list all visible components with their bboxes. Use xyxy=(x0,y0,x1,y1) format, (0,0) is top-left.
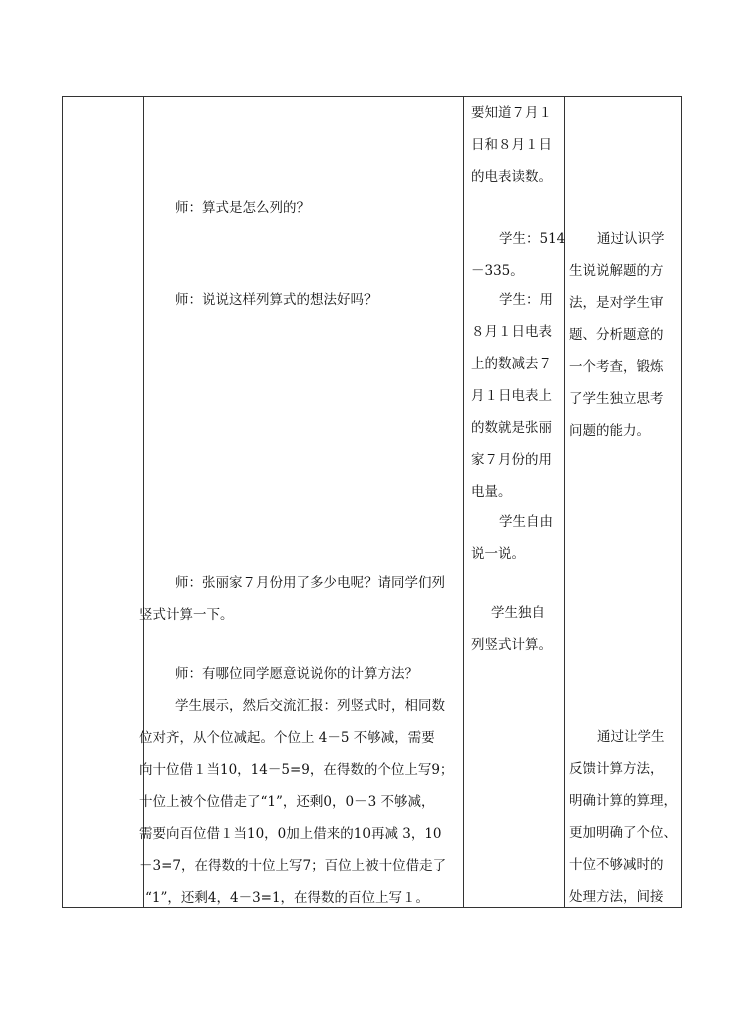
student-line: －335。 xyxy=(471,263,524,279)
student-line: 的电表读数。 xyxy=(471,169,552,185)
student-answer-formula xyxy=(471,223,565,287)
student-line: ８月１日电表 xyxy=(471,324,552,340)
student-line: 家７月份的用 xyxy=(471,452,552,468)
lesson-table xyxy=(62,96,682,908)
student-line: 说一说。 xyxy=(471,546,525,562)
teacher-question-2 xyxy=(139,284,378,316)
explanation-line: －3=7，在得数的十位上写7；百位上被十位借走了 xyxy=(139,858,447,874)
student-explanation xyxy=(139,690,453,914)
intent-line: 了学生独立思考 xyxy=(569,391,664,407)
intent-line: 更加明确了个位、 xyxy=(569,825,677,841)
student-line: 月１日电表上 xyxy=(471,388,552,404)
student-line: 学生自由 xyxy=(499,514,553,530)
intent-line: 通过让学生 xyxy=(597,729,665,745)
teacher-line: 师：张丽家７月份用了多少电呢？请同学们列 xyxy=(175,575,445,591)
explanation-line: “1”，还剩4，4－3=1，在得数的百位上写１。 xyxy=(145,890,430,906)
student-free-talk xyxy=(471,506,553,570)
student-line: 上的数减去７ xyxy=(471,356,552,372)
design-intent-2 xyxy=(569,721,677,913)
student-line: 学生独自 xyxy=(491,605,545,621)
teacher-question-1 xyxy=(139,192,310,224)
intent-line: 问题的能力。 xyxy=(569,423,650,439)
teacher-line: 师：算式是怎么列的？ xyxy=(175,200,310,216)
explanation-line: 十位上被个位借走了“1”，还剩0，0－3 不够减， xyxy=(139,794,435,810)
student-line: 的数就是张丽 xyxy=(471,420,552,436)
teacher-line: 师：说说这样列算式的想法好吗？ xyxy=(175,292,378,308)
intent-line: 十位不够减时的 xyxy=(569,857,664,873)
teacher-question-4 xyxy=(139,658,418,690)
student-vertical-calc xyxy=(471,597,552,661)
teacher-question-3 xyxy=(139,567,445,631)
intent-line: 生说说解题的方 xyxy=(569,263,664,279)
student-line: 列竖式计算。 xyxy=(471,637,552,653)
explanation-line: 学生展示，然后交流汇报：列竖式时，相同数 xyxy=(175,698,445,714)
student-note-readings xyxy=(471,97,552,193)
teacher-line: 竖式计算一下。 xyxy=(139,607,234,623)
student-line: 学生：用 xyxy=(499,292,553,308)
design-intent-1 xyxy=(569,223,665,447)
intent-line: 明确计算的算理， xyxy=(569,793,677,809)
student-line: 要知道７月１ xyxy=(471,105,552,121)
explanation-line: 向十位借１当10，14－5=9，在得数的个位上写9； xyxy=(139,762,454,778)
intent-line: 题、分析题意的 xyxy=(569,327,664,343)
explanation-line: 需要向百位借１当10，0加上借来的10再减 3，10 xyxy=(139,826,442,842)
student-line: 日和８月１日 xyxy=(471,137,552,153)
intent-line: 法，是对学生审 xyxy=(569,295,664,311)
teacher-line: 师：有哪位同学愿意说说你的计算方法？ xyxy=(175,666,418,682)
intent-line: 一个考查，锻炼 xyxy=(569,359,664,375)
explanation-line: 位对齐，从个位减起。个位上 4－5 不够减，需要 xyxy=(139,730,435,746)
student-answer-reason xyxy=(471,284,553,508)
column-divider xyxy=(463,97,464,907)
student-line: 学生：514 xyxy=(499,231,566,247)
column-divider xyxy=(564,97,565,907)
intent-line: 反馈计算方法， xyxy=(569,761,664,777)
intent-line: 通过认识学 xyxy=(597,231,665,247)
intent-line: 处理方法，间接 xyxy=(569,889,664,905)
student-line: 电量。 xyxy=(471,484,512,500)
